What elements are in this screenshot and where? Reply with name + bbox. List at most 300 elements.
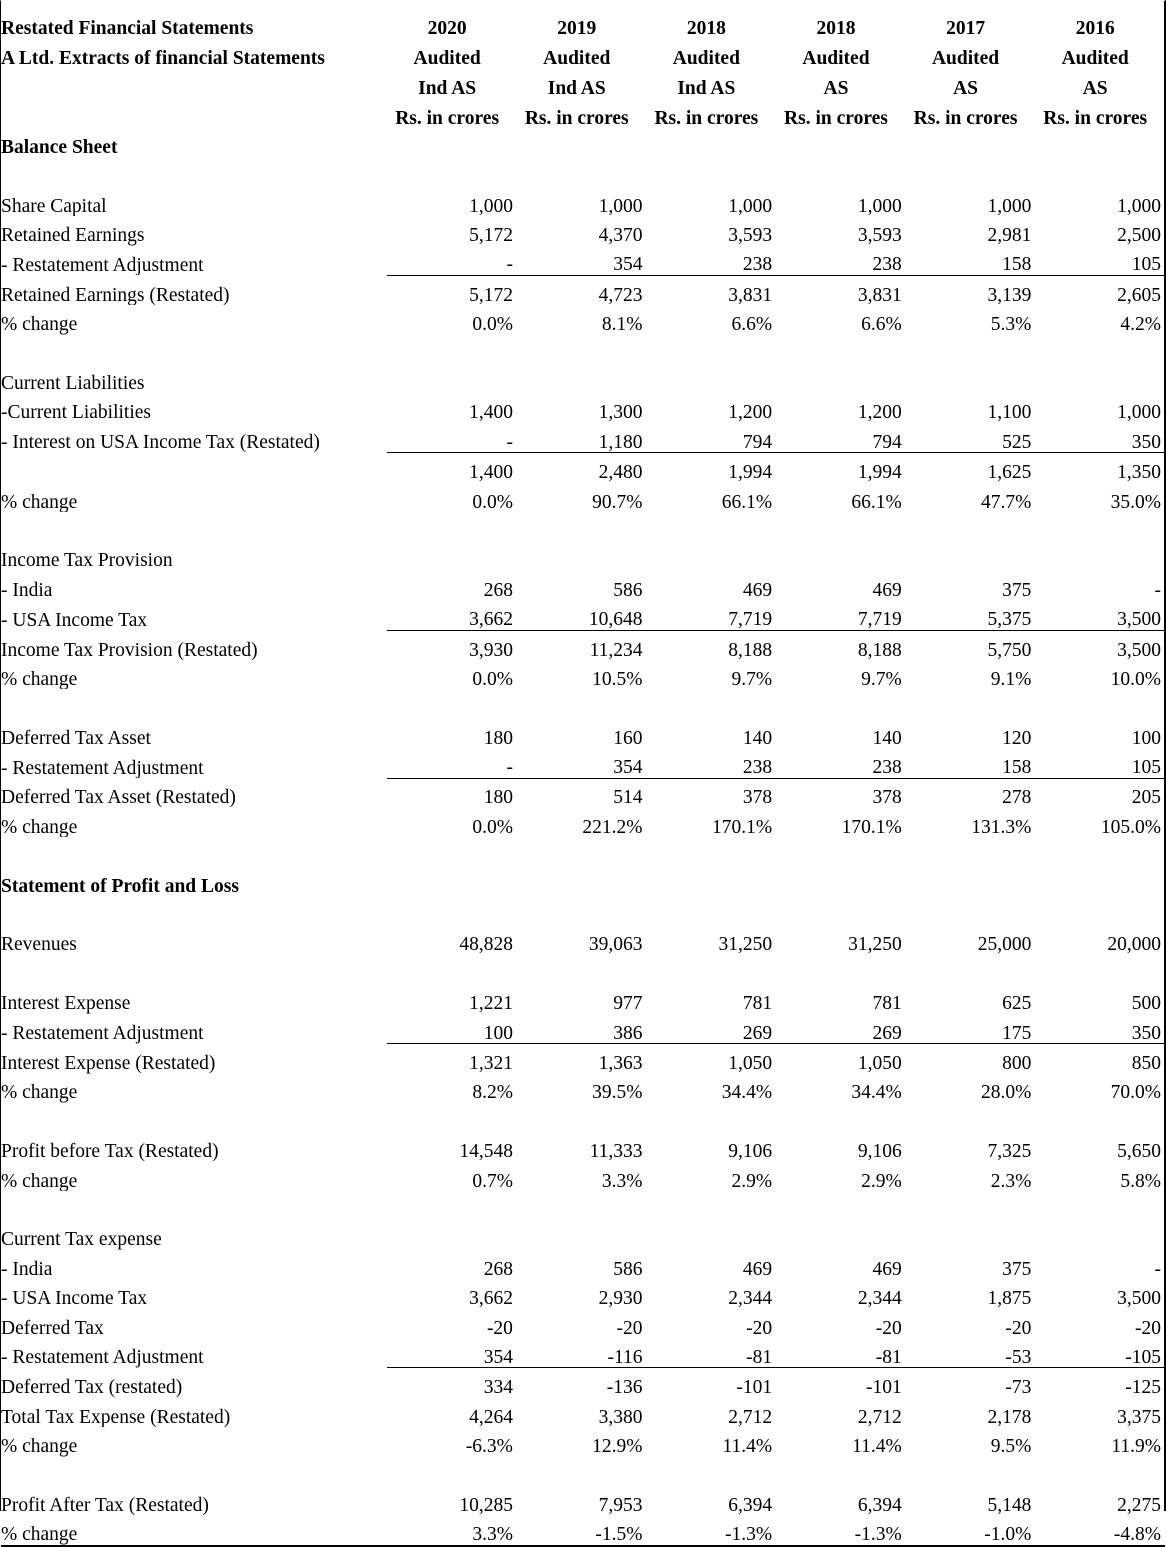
row-label-ie-restated: Interest Expense (Restated)	[1, 1053, 216, 1074]
cell-dta-restated-3: 378	[776, 778, 906, 808]
cell-itp-usa-0: 3,662	[469, 609, 513, 631]
column-units-5: Rs. in crores	[1043, 107, 1148, 128]
table-row	[1, 1279, 1165, 1308]
row-label-deferred-tax: Deferred Tax	[1, 1317, 104, 1339]
cell-dta-pct-0: 0.0%	[472, 816, 513, 838]
cell-tte-5: 3,375	[1117, 1406, 1161, 1428]
cell-pat-3: 6,394	[857, 1494, 902, 1516]
cell-pbt-5: 5,650	[1117, 1141, 1161, 1162]
table-row	[1, 984, 1165, 1013]
row-label-dta-restatement-adjustment: - Restatement Adjustment	[1, 757, 204, 779]
spacer-row	[1, 896, 1165, 925]
column-year-2: 2018	[686, 17, 726, 38]
row-label-cl-interest-usa-tax: - Interest on USA Income Tax (Restated)	[1, 432, 320, 453]
row-label-share-capital: Share Capital	[1, 195, 107, 217]
cell-itp-india-1: 586	[613, 579, 643, 601]
cell-retained-earnings-2: 3,593	[728, 225, 773, 246]
header-row-standard	[1, 68, 1165, 98]
cell-tte-pct-4: 9.5%	[990, 1436, 1032, 1457]
row-label-profit-after-tax: Profit After Tax (Restated)	[1, 1494, 209, 1516]
cell-tte-4: 2,178	[987, 1406, 1032, 1428]
table-row	[1, 1014, 1165, 1044]
row-label-itp-usa: - USA Income Tax	[1, 609, 148, 631]
cell-ie-pct-4: 28.0%	[981, 1082, 1032, 1103]
column-year-4: 2017	[946, 17, 986, 38]
table-row-group-header	[1, 541, 1165, 570]
row-label-current-tax-expense-group: Current Tax expense	[1, 1229, 162, 1250]
cell-revenues-1: 39,063	[588, 934, 643, 955]
cell-cl-pct-3: 66.1%	[851, 491, 902, 513]
row-label-ie-pct-change: % change	[1, 1082, 78, 1103]
cell-cte-india-1: 586	[613, 1258, 643, 1280]
cell-ie-restated-3: 1,050	[776, 1044, 906, 1074]
cell-cl-total-1: 2,480	[517, 453, 647, 483]
header-spacer-b	[1, 98, 387, 128]
spacer-row	[1, 1103, 1165, 1132]
cell-dt-adj-1: -116	[607, 1346, 643, 1368]
cell-ie-adj-0: 100	[483, 1022, 513, 1044]
cell-dta-5: 100	[1131, 727, 1161, 749]
row-label-cte-usa: - USA Income Tax	[1, 1288, 148, 1309]
row-label-itp-pct-change: % change	[1, 668, 78, 690]
cell-cl-4: 1,100	[987, 402, 1032, 423]
cell-cte-india-0: 268	[483, 1258, 513, 1280]
header-row-year	[1, 1, 1165, 38]
cell-itp-pct-3: 9.7%	[861, 668, 902, 690]
table-row-group-header	[1, 364, 1165, 393]
row-label-cl-pct-change: % change	[1, 491, 78, 513]
cell-pbt-0: 14,548	[459, 1141, 513, 1162]
cell-re-pct-1: 8.1%	[601, 314, 643, 335]
spacer-row	[1, 1457, 1165, 1486]
cell-dt-2: -20	[746, 1317, 773, 1339]
cell-itp-restated-4: 5,750	[906, 630, 1036, 660]
cell-revenues-2: 31,250	[718, 934, 773, 955]
cell-cl-3: 1,200	[857, 402, 902, 423]
cell-pat-pct-3: -1.3%	[776, 1515, 906, 1545]
cell-itp-restated-1: 11,234	[517, 630, 647, 660]
cell-pat-pct-4: -1.0%	[906, 1515, 1036, 1545]
cell-dta-2: 140	[742, 727, 773, 749]
cell-ie-restated-1: 1,363	[517, 1044, 647, 1074]
cell-retained-earnings-5: 2,500	[1117, 225, 1161, 246]
cell-cl-total-5: 1,350	[1035, 453, 1165, 483]
section-title-balance-sheet: Balance Sheet	[1, 136, 118, 158]
cell-cte-usa-5: 3,500	[1117, 1288, 1161, 1309]
cell-revenues-4: 25,000	[977, 934, 1032, 955]
cell-cte-india-2: 469	[742, 1258, 773, 1280]
table-row	[1, 483, 1165, 512]
table-row	[1, 1515, 1165, 1545]
cell-ie-adj-2: 269	[742, 1022, 773, 1044]
cell-re-adj-5: 105	[1131, 254, 1161, 276]
cell-itp-india-0: 268	[483, 579, 513, 601]
cell-itp-usa-4: 5,375	[987, 609, 1032, 631]
column-year-1: 2019	[557, 17, 597, 38]
row-label-dta-pct-change: % change	[1, 816, 78, 838]
row-label-cl-total	[1, 453, 387, 483]
cell-pbt-3: 9,106	[857, 1141, 902, 1162]
cell-ie-adj-5: 350	[1131, 1022, 1161, 1044]
row-label-pat-pct-change: % change	[1, 1515, 387, 1545]
row-label-revenues: Revenues	[1, 934, 77, 955]
cell-ie-pct-0: 8.2%	[472, 1082, 513, 1103]
cell-itp-india-5: -	[1154, 579, 1161, 601]
cell-itp-pct-1: 10.5%	[592, 668, 643, 690]
spacer-row	[1, 689, 1165, 718]
cell-revenues-3: 31,250	[848, 934, 902, 955]
cell-cl-total-2: 1,994	[647, 453, 777, 483]
restated-financials-table	[1, 1, 1165, 1547]
cell-pat-2: 6,394	[728, 1494, 773, 1516]
cell-ie-pct-2: 34.4%	[721, 1082, 773, 1103]
table-row	[1, 394, 1165, 423]
cell-ie-pct-1: 39.5%	[592, 1082, 643, 1103]
table-row	[1, 1132, 1165, 1161]
table-row	[1, 1250, 1165, 1279]
cell-dta-adj-3: 238	[872, 757, 902, 779]
table-row-subtotal	[1, 1044, 1165, 1074]
cell-cl-int-1: 1,180	[598, 431, 643, 453]
cell-share-capital-1: 1,000	[598, 195, 643, 217]
cell-dta-adj-4: 158	[1002, 757, 1032, 779]
cell-pbt-pct-2: 2.9%	[731, 1170, 773, 1192]
cell-pbt-2: 9,106	[728, 1141, 773, 1162]
cell-revenues-5: 20,000	[1107, 934, 1161, 955]
cell-dt-adj-2: -81	[746, 1346, 773, 1368]
table-row	[1, 1398, 1165, 1427]
row-label-income-tax-provision-group: Income Tax Provision	[1, 550, 173, 571]
cell-pbt-pct-1: 3.3%	[601, 1170, 643, 1192]
cell-cl-1: 1,300	[598, 402, 643, 423]
cell-pbt-pct-0: 0.7%	[472, 1170, 513, 1192]
row-label-dt-restatement-adjustment: - Restatement Adjustment	[1, 1347, 204, 1368]
table-row	[1, 246, 1165, 276]
cell-pat-pct-0: 3.3%	[387, 1515, 517, 1545]
cell-re-adj-2: 238	[742, 254, 773, 276]
cell-dt-4: -20	[1005, 1317, 1032, 1339]
column-audit-3: Audited	[802, 47, 870, 68]
cell-dta-3: 140	[872, 727, 902, 749]
cell-dta-adj-0: -	[506, 757, 513, 779]
header-row-units	[1, 98, 1165, 128]
cell-ie-adj-4: 175	[1002, 1022, 1032, 1044]
column-units-3: Rs. in crores	[784, 107, 888, 128]
row-label-cte-india: - India	[1, 1258, 53, 1280]
cell-dta-pct-5: 105.0%	[1100, 816, 1161, 838]
cell-ie-restated-4: 800	[906, 1044, 1036, 1074]
cell-dta-pct-1: 221.2%	[582, 816, 643, 838]
spacer-row	[1, 512, 1165, 541]
cell-cte-india-3: 469	[872, 1258, 902, 1280]
section-header-profit-and-loss	[1, 867, 1165, 896]
cell-dt-restated-2: -101	[647, 1368, 777, 1398]
cell-re-adj-4: 158	[1002, 254, 1032, 276]
cell-ie-restated-2: 1,050	[647, 1044, 777, 1074]
cell-dta-restated-1: 514	[517, 778, 647, 808]
cell-cl-pct-1: 90.7%	[592, 491, 643, 513]
column-standard-2: Ind AS	[677, 77, 736, 98]
cell-dt-1: -20	[616, 1317, 643, 1339]
cell-re-restated-2: 3,831	[647, 275, 777, 305]
table-row-subtotal	[1, 453, 1165, 483]
table-row-subtotal	[1, 1368, 1165, 1398]
row-label-ie-restatement-adjustment: - Restatement Adjustment	[1, 1023, 204, 1044]
cell-dta-restated-4: 278	[906, 778, 1036, 808]
section-header-balance-sheet	[1, 128, 1165, 157]
cell-tte-2: 2,712	[728, 1406, 773, 1428]
column-standard-4: AS	[953, 77, 979, 98]
table-row	[1, 1074, 1165, 1103]
cell-ie-restated-5: 850	[1035, 1044, 1165, 1074]
cell-itp-india-4: 375	[1002, 579, 1032, 601]
table-row	[1, 571, 1165, 600]
cell-itp-usa-1: 10,648	[588, 609, 643, 631]
row-label-re-pct-change: % change	[1, 314, 78, 335]
row-label-re-restatement-adjustment: - Restatement Adjustment	[1, 254, 204, 276]
cell-itp-pct-4: 9.1%	[990, 668, 1032, 690]
cell-dta-pct-4: 131.3%	[971, 816, 1032, 838]
cell-cl-int-3: 794	[872, 431, 902, 453]
row-label-itp-restated: Income Tax Provision (Restated)	[1, 639, 258, 661]
cell-tte-1: 3,380	[598, 1406, 643, 1428]
column-units-2: Rs. in crores	[654, 107, 759, 128]
cell-revenues-0: 48,828	[459, 934, 513, 955]
spacer-row	[1, 157, 1165, 186]
row-label-total-tax-expense: Total Tax Expense (Restated)	[1, 1406, 231, 1428]
cell-share-capital-5: 1,000	[1117, 195, 1161, 217]
row-label-current-liabilities-group: Current Liabilities	[1, 373, 145, 394]
cell-share-capital-3: 1,000	[857, 195, 902, 217]
cell-tte-pct-5: 11.9%	[1111, 1436, 1161, 1457]
table-row	[1, 305, 1165, 334]
cell-ie-1: 977	[613, 993, 643, 1014]
column-standard-0: Ind AS	[418, 77, 477, 98]
cell-itp-pct-0: 0.0%	[472, 668, 513, 690]
cell-itp-restated-5: 3,500	[1035, 630, 1165, 660]
column-audit-4: Audited	[931, 47, 1000, 68]
cell-re-restated-1: 4,723	[517, 275, 647, 305]
cell-dt-5: -20	[1135, 1317, 1161, 1339]
cell-dta-adj-5: 105	[1131, 757, 1161, 779]
table-row	[1, 719, 1165, 748]
cell-dt-restated-5: -125	[1035, 1368, 1165, 1398]
cell-cl-pct-4: 47.7%	[981, 491, 1032, 513]
cell-itp-restated-2: 8,188	[647, 630, 777, 660]
cell-ie-pct-3: 34.4%	[851, 1082, 902, 1103]
table-row	[1, 600, 1165, 630]
cell-pbt-pct-3: 2.9%	[861, 1170, 902, 1192]
row-label-pbt-pct-change: % change	[1, 1170, 78, 1192]
row-label-dta-restated: Deferred Tax Asset (Restated)	[1, 787, 236, 808]
cell-re-adj-0: -	[506, 254, 513, 276]
cell-cte-usa-2: 2,344	[728, 1288, 773, 1309]
cell-pbt-pct-4: 2.3%	[990, 1170, 1032, 1192]
document-title-line1: Restated Financial Statements	[1, 17, 254, 38]
cell-re-restated-0: 5,172	[387, 275, 517, 305]
cell-dt-restated-3: -101	[776, 1368, 906, 1398]
cell-dt-3: -20	[875, 1317, 902, 1339]
cell-dta-4: 120	[1002, 727, 1032, 749]
cell-dt-restated-1: -136	[517, 1368, 647, 1398]
table-row	[1, 1162, 1165, 1191]
table-row-group-header	[1, 1220, 1165, 1249]
cell-itp-india-2: 469	[742, 579, 773, 601]
cell-cl-pct-0: 0.0%	[472, 491, 513, 513]
cell-itp-usa-5: 3,500	[1117, 609, 1161, 631]
column-standard-1: Ind AS	[547, 77, 606, 98]
column-units-4: Rs. in crores	[913, 107, 1018, 128]
cell-cte-usa-1: 2,930	[598, 1288, 643, 1309]
cell-cte-india-4: 375	[1002, 1258, 1032, 1280]
cell-dta-restated-2: 378	[647, 778, 777, 808]
cell-re-pct-4: 5.3%	[990, 314, 1032, 335]
table-row	[1, 1427, 1165, 1456]
column-year-5: 2016	[1075, 17, 1115, 38]
table-row	[1, 926, 1165, 955]
column-year-0: 2020	[427, 17, 467, 38]
document-title-line2: A Ltd. Extracts of financial Statements	[1, 47, 325, 68]
column-audit-0: Audited	[413, 47, 481, 68]
cell-re-restated-5: 2,605	[1035, 275, 1165, 305]
cell-cte-india-5: -	[1154, 1258, 1161, 1280]
cell-tte-pct-3: 11.4%	[852, 1436, 902, 1457]
cell-ie-2: 781	[742, 993, 773, 1014]
cell-tte-3: 2,712	[857, 1406, 902, 1428]
cell-re-pct-0: 0.0%	[472, 314, 513, 335]
cell-pbt-1: 11,333	[589, 1141, 643, 1162]
table-row	[1, 187, 1165, 216]
cell-cl-pct-2: 66.1%	[721, 491, 773, 513]
cell-tte-pct-0: -6.3%	[465, 1436, 513, 1457]
column-audit-1: Audited	[543, 47, 611, 68]
cell-share-capital-2: 1,000	[728, 195, 773, 217]
cell-itp-india-3: 469	[872, 579, 902, 601]
cell-tte-pct-1: 12.9%	[592, 1436, 643, 1457]
cell-itp-restated-0: 3,930	[387, 630, 517, 660]
cell-cl-total-0: 1,400	[387, 453, 517, 483]
cell-re-pct-5: 4.2%	[1120, 314, 1161, 335]
cell-dta-restated-0: 180	[387, 778, 517, 808]
cell-pat-pct-2: -1.3%	[647, 1515, 777, 1545]
cell-dta-adj-2: 238	[742, 757, 773, 779]
spacer-row	[1, 1191, 1165, 1220]
cell-pat-0: 10,285	[459, 1494, 513, 1516]
cell-cl-5: 1,000	[1117, 402, 1161, 423]
cell-ie-5: 500	[1131, 993, 1161, 1014]
header-spacer-a	[1, 68, 387, 98]
cell-cl-int-2: 794	[742, 431, 773, 453]
cell-dt-adj-4: -53	[1005, 1346, 1032, 1368]
cell-itp-pct-2: 9.7%	[731, 668, 773, 690]
cell-pat-pct-1: -1.5%	[517, 1515, 647, 1545]
column-standard-3: AS	[823, 77, 849, 98]
cell-cl-total-3: 1,994	[776, 453, 906, 483]
cell-itp-restated-3: 8,188	[776, 630, 906, 660]
table-row	[1, 423, 1165, 453]
cell-tte-0: 4,264	[469, 1406, 513, 1428]
cell-dt-0: -20	[486, 1317, 513, 1339]
cell-dt-restated-4: -73	[906, 1368, 1036, 1398]
cell-retained-earnings-0: 5,172	[469, 225, 513, 246]
cell-re-restated-4: 3,139	[906, 275, 1036, 305]
column-units-1: Rs. in crores	[524, 107, 629, 128]
row-label-retained-earnings: Retained Earnings	[1, 225, 145, 246]
cell-dta-restated-5: 205	[1035, 778, 1165, 808]
cell-tte-pct-2: 11.4%	[722, 1436, 773, 1457]
row-label-re-restated: Retained Earnings (Restated)	[1, 284, 230, 306]
cell-ie-3: 781	[872, 993, 902, 1014]
cell-cl-int-5: 350	[1131, 431, 1161, 453]
cell-itp-usa-3: 7,719	[857, 609, 902, 631]
cell-retained-earnings-1: 4,370	[598, 225, 643, 246]
cell-dt-adj-3: -81	[875, 1346, 902, 1368]
cell-re-restated-3: 3,831	[776, 275, 906, 305]
spacer-row	[1, 837, 1165, 866]
table-row	[1, 216, 1165, 245]
cell-ie-pct-5: 70.0%	[1110, 1082, 1161, 1103]
cell-itp-pct-5: 10.0%	[1110, 668, 1161, 690]
cell-share-capital-0: 1,000	[469, 195, 513, 217]
table-row	[1, 660, 1165, 689]
cell-dta-pct-3: 170.1%	[841, 816, 902, 838]
spacer-row	[1, 335, 1165, 364]
column-units-0: Rs. in crores	[395, 107, 500, 128]
table-row	[1, 808, 1165, 837]
cell-pat-4: 5,148	[987, 1494, 1032, 1516]
cell-dt-adj-5: -105	[1125, 1346, 1161, 1368]
cell-pbt-pct-5: 5.8%	[1120, 1170, 1161, 1192]
column-standard-5: AS	[1082, 77, 1108, 98]
cell-pbt-4: 7,325	[987, 1141, 1032, 1162]
cell-cl-2: 1,200	[728, 402, 773, 423]
cell-retained-earnings-4: 2,981	[987, 225, 1032, 246]
cell-ie-restated-0: 1,321	[387, 1044, 517, 1074]
cell-re-adj-1: 354	[613, 254, 643, 276]
row-label-itp-india: - India	[1, 579, 53, 601]
cell-itp-usa-2: 7,719	[728, 609, 773, 631]
column-audit-2: Audited	[672, 47, 740, 68]
cell-pat-pct-5: -4.8%	[1035, 1515, 1165, 1545]
table-row-subtotal	[1, 275, 1165, 305]
cell-share-capital-4: 1,000	[987, 195, 1032, 217]
row-label-tte-pct-change: % change	[1, 1436, 78, 1457]
table-row-subtotal	[1, 778, 1165, 808]
cell-dta-adj-1: 354	[613, 757, 643, 779]
table-row	[1, 1309, 1165, 1338]
cell-cte-usa-3: 2,344	[857, 1288, 902, 1309]
cell-pat-5: 2,275	[1117, 1494, 1161, 1516]
cell-re-adj-3: 238	[872, 254, 902, 276]
table-row-subtotal	[1, 630, 1165, 660]
column-audit-5: Audited	[1061, 47, 1129, 68]
cell-cl-pct-5: 35.0%	[1110, 491, 1161, 513]
table-row	[1, 748, 1165, 778]
cell-dt-adj-0: 354	[483, 1346, 513, 1368]
cell-dt-restated-0: 334	[387, 1368, 517, 1398]
cell-cl-0: 1,400	[469, 402, 513, 423]
table-row	[1, 1338, 1165, 1368]
section-title-profit-and-loss: Statement of Profit and Loss	[1, 875, 239, 897]
cell-dta-1: 160	[613, 727, 643, 749]
cell-ie-adj-1: 386	[613, 1022, 643, 1044]
column-year-3: 2018	[816, 17, 856, 38]
cell-cte-usa-4: 1,875	[987, 1288, 1032, 1309]
cell-cl-int-0: -	[506, 431, 513, 453]
row-label-interest-expense: Interest Expense	[1, 993, 131, 1014]
cell-dta-0: 180	[483, 727, 513, 749]
cell-retained-earnings-3: 3,593	[857, 225, 902, 246]
